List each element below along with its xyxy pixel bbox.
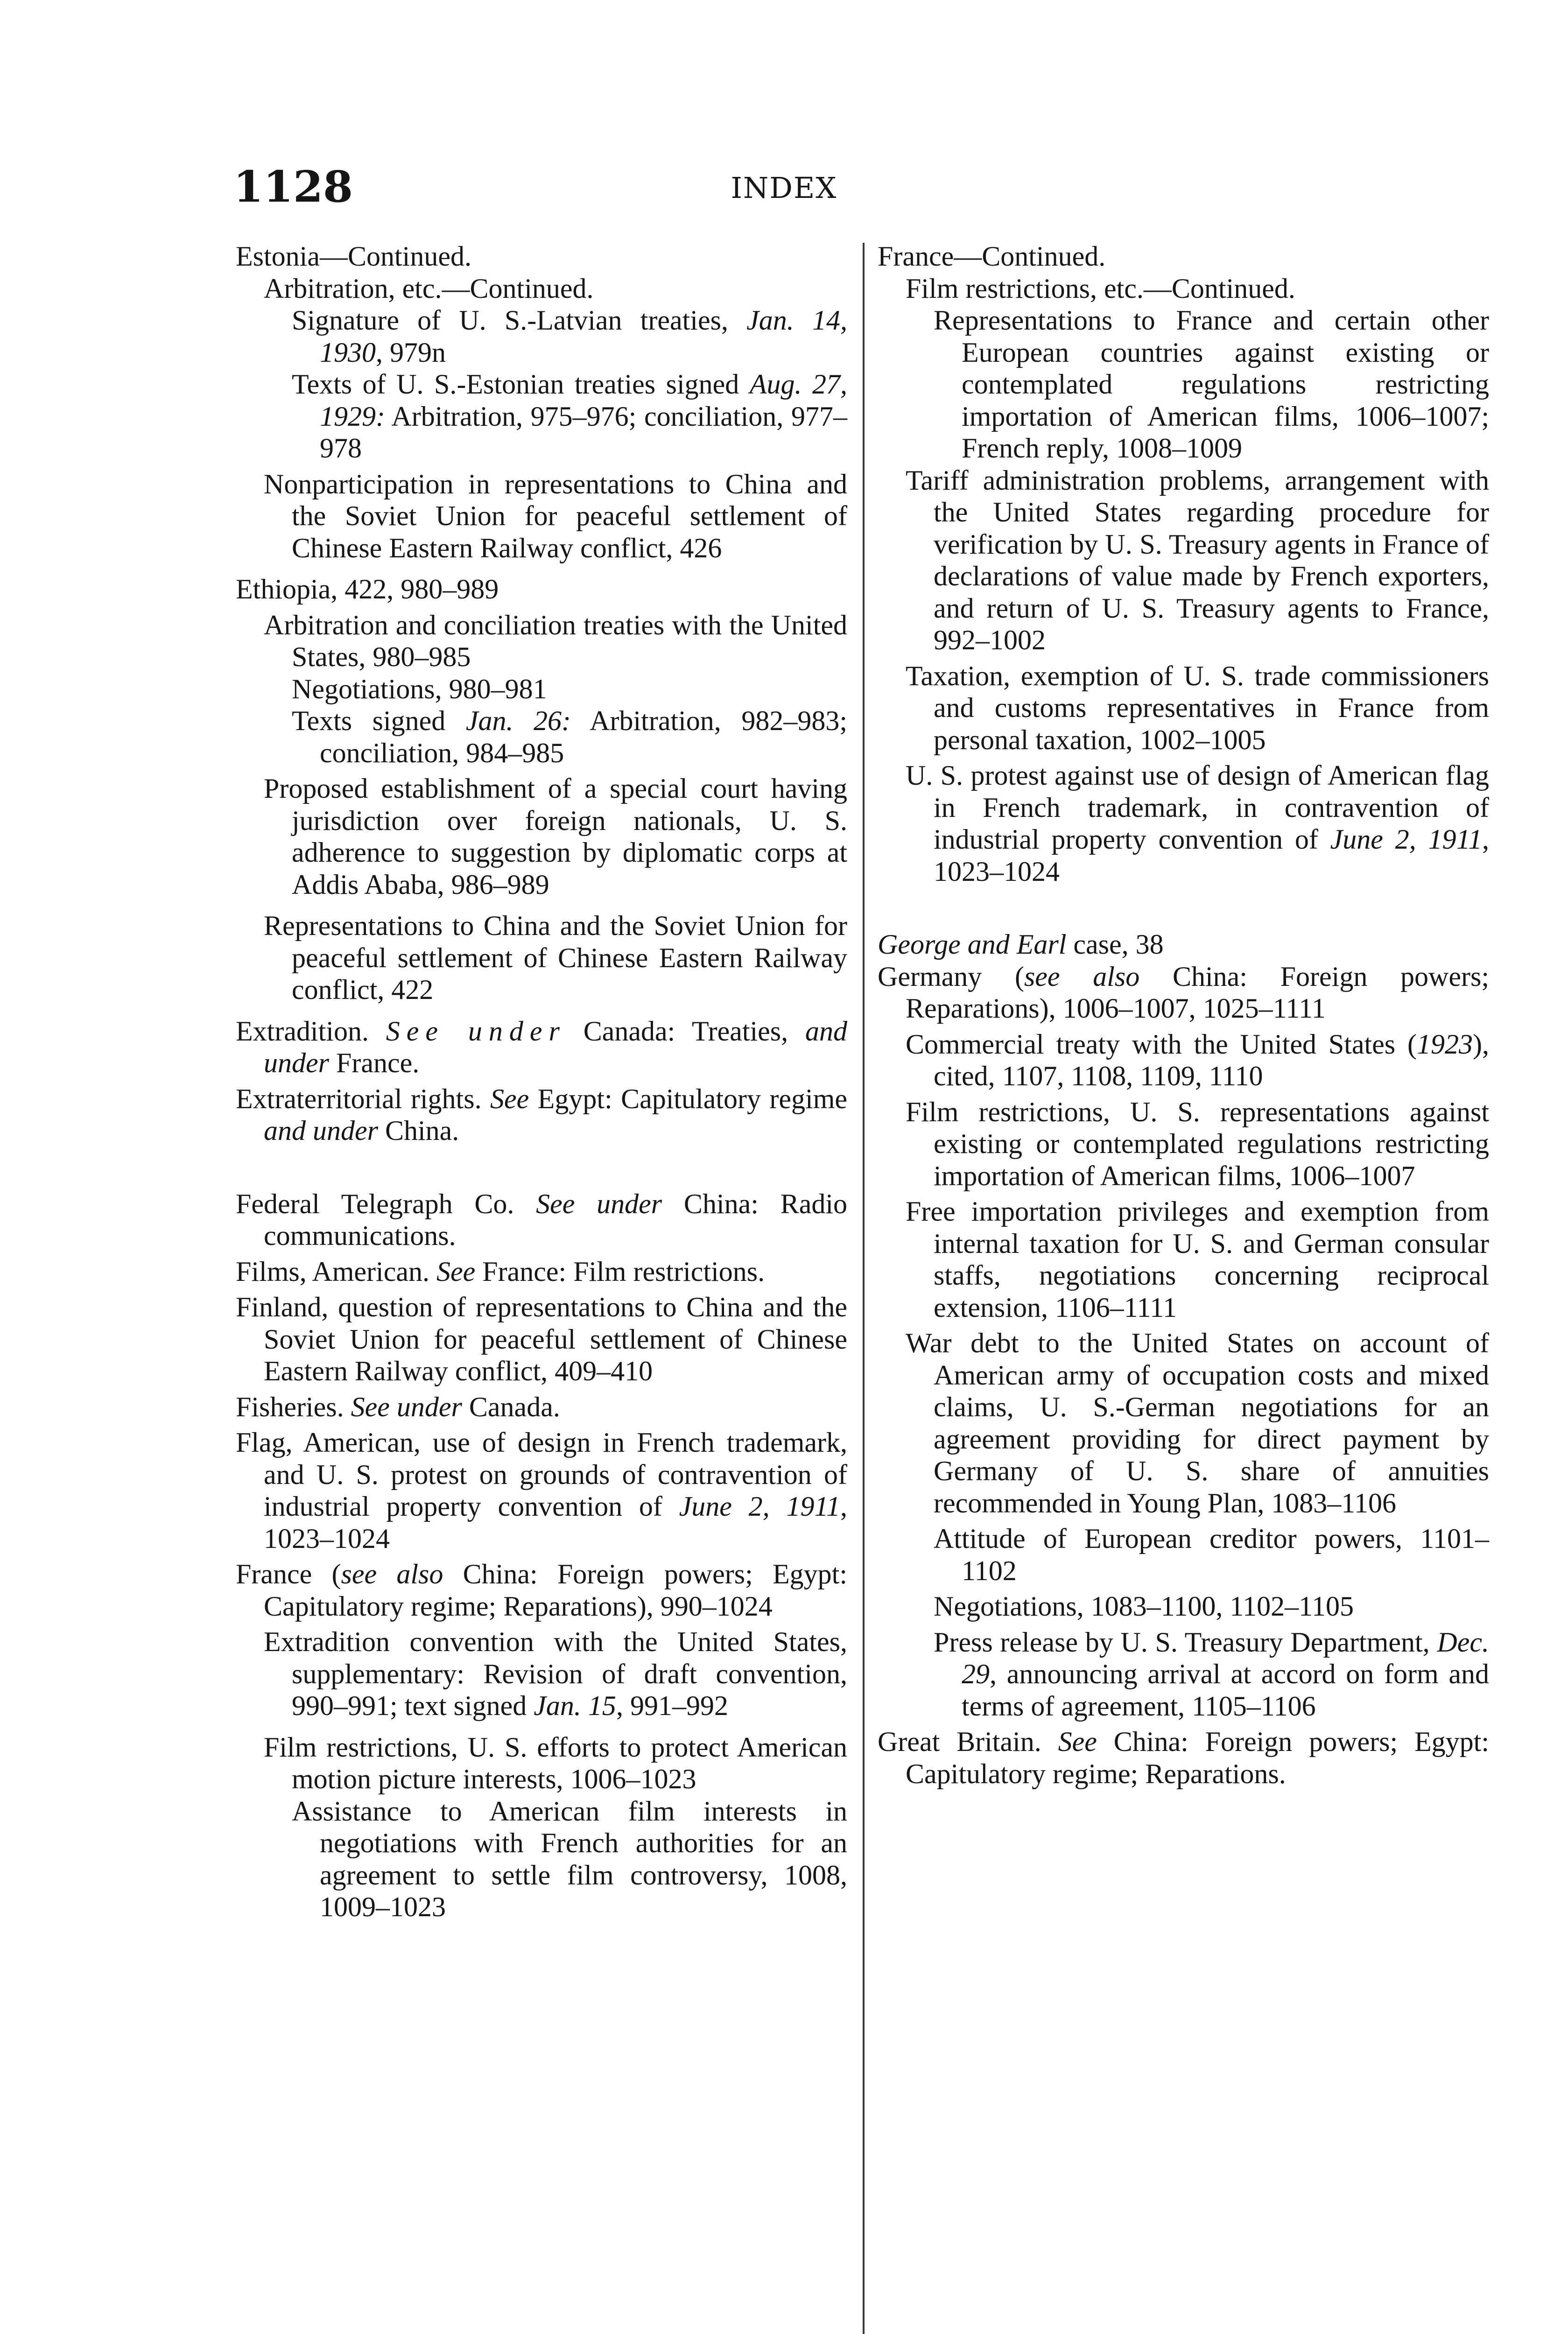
index-subentry: Free importation privileges and exemption from internal taxation for U. S. and German consular staffs, negotiations concerning reciprocal extension, 1106–1111	[906, 1196, 1489, 1323]
index-subentry: Extradition convention with the United States, supplementary: Revision of draft convention, 990–991; text signed Jan. 15, 991–992	[264, 1626, 847, 1721]
running-head: INDEX	[731, 171, 837, 205]
index-entry: Flag, American, use of design in French trademark, and U. S. protest on grounds of contravention of industrial property convention of June 2, 1911, 1023–1024	[236, 1427, 848, 1554]
index-subentry: Negotiations, 980–981	[292, 673, 547, 704]
index-subentry: Arbitration, etc.—Continued.	[264, 273, 594, 304]
index-entry: Films, American. See France: Film restrictions.	[236, 1256, 765, 1287]
page-number: 1128	[233, 162, 353, 212]
index-subentry: Representations to China and the Soviet Union for peaceful settlement of Chinese Eastern Railway conflict, 422	[264, 910, 847, 1005]
index-subentry: Representations to France and certain other European countries against existing or contemplated regulations restricting importation of American films, 1006–1007; French reply, 1008–1009	[934, 305, 1489, 464]
column-divider	[863, 243, 865, 2334]
index-subentry: Nonparticipation in representations to China and the Soviet Union for peaceful settlement of Chinese Eastern Railway conflict, 426	[264, 468, 847, 563]
index-subentry: Negotiations, 1083–1100, 1102–1105	[934, 1591, 1354, 1622]
index-subentry: Film restrictions, U. S. efforts to protect American motion picture interests, 1006–1023	[264, 1731, 847, 1794]
index-entry: Germany (see also China: Foreign powers; Reparations), 1006–1007, 1025–1111	[878, 961, 1489, 1024]
index-subentry: Press release by U. S. Treasury Department, Dec. 29, announcing arrival at accord on form and terms of agreement, 1105–1106	[934, 1626, 1489, 1722]
index-entry: Great Britain. See China: Foreign powers; Egypt: Capitulatory regime; Reparations.	[878, 1726, 1489, 1789]
index-subentry: Texts signed Jan. 26: Arbitration, 982–983; conciliation, 984–985	[292, 705, 847, 768]
index-entry: Ethiopia, 422, 980–989	[236, 574, 499, 605]
index-subentry: Proposed establishment of a special court having jurisdiction over foreign nationals, U. S. adherence to suggestion by diplomatic corps at Addis Ababa, 986–989	[264, 773, 847, 900]
index-subentry: Film restrictions, etc.—Continued.	[906, 273, 1295, 304]
index-subentry: Film restrictions, U. S. representations against existing or contemplated regulations restricting importation of American films, 1006–1007	[906, 1096, 1489, 1191]
index-entry: France (see also China: Foreign powers; Egypt: Capitulatory regime; Reparations), 990–1024	[236, 1559, 847, 1622]
index-entry: Finland, question of representations to China and the Soviet Union for peaceful settlement of Chinese Eastern Railway conflict, 409–410	[236, 1292, 847, 1386]
index-subentry: War debt to the United States on account of American army of occupation costs and mixed claims, U. S.-German negotiations for an agreement providing for direct payment by Germany of U. S. share of annuities recommended in Young Plan, 1083–1106	[906, 1328, 1489, 1519]
index-entry: Estonia—Continued.	[236, 241, 471, 272]
index-subentry: Assistance to American film interests in negotiations with French authorities for an agreement to settle film controversy, 1008, 1009–1023	[292, 1795, 847, 1922]
index-entry: Federal Telegraph Co. See under China: Radio communications.	[236, 1188, 847, 1251]
index-entry: George and Earl case, 38	[878, 929, 1164, 960]
index-subentry: Attitude of European creditor powers, 1101–1102	[934, 1523, 1489, 1586]
index-column-right	[878, 240, 1489, 1790]
index-subentry: Arbitration and conciliation treaties with the United States, 980–985	[264, 609, 847, 672]
index-entry: Fisheries. See under Canada.	[236, 1391, 560, 1422]
index-subentry: Taxation, exemption of U. S. trade commissioners and customs representatives in France from personal taxation, 1002–1005	[906, 660, 1489, 755]
page-header	[0, 159, 1568, 215]
index-subentry: U. S. protest against use of design of American flag in French trademark, in contravention of industrial property convention of June 2, 1911, 1023–1024	[906, 760, 1490, 887]
index-subentry: Commercial treaty with the United States (1923), cited, 1107, 1108, 1109, 1110	[906, 1028, 1489, 1091]
index-entry: Extraterritorial rights. See Egypt: Capitulatory regime and under China.	[236, 1083, 848, 1146]
index-entry: France—Continued.	[878, 241, 1106, 272]
index-column-left	[236, 240, 847, 1923]
index-subentry: Texts of U. S.-Estonian treaties signed Aug. 27, 1929: Arbitration, 975–976; conciliation, 977–978	[292, 369, 847, 464]
index-entry: Extradition. See under Canada: Treaties, and under France.	[236, 1015, 847, 1078]
index-subentry: Tariff administration problems, arrangement with the United States regarding procedure for verification by U. S. Treasury agents in France of declarations of value made by French exporters, and return of U. S. Treasury agents to France, 992–1002	[906, 464, 1489, 655]
index-subentry: Signature of U. S.-Latvian treaties, Jan. 14, 1930, 979n	[292, 305, 847, 368]
